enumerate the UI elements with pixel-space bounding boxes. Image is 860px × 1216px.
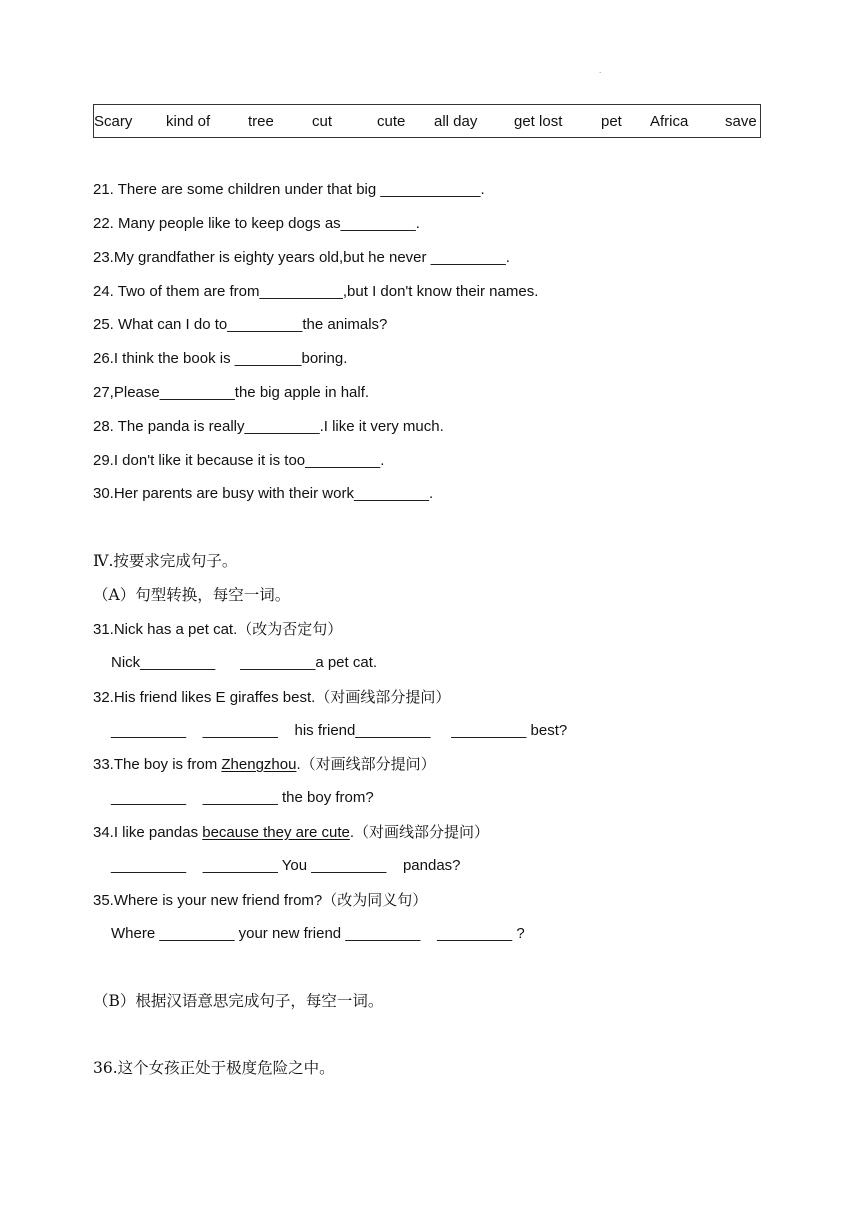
question-33-underlined: Zhengzhou	[221, 756, 297, 773]
word-bank-item: kind of	[166, 113, 211, 130]
word-bank-item: Africa	[650, 113, 689, 130]
question-35	[93, 890, 427, 911]
word-bank-item: get lost	[514, 113, 563, 130]
question-34-suffix: .	[349, 824, 355, 841]
question-31	[93, 619, 342, 640]
question-24: 24. Two of them are from__________,but I don't know their names.	[93, 283, 539, 300]
question-33-note: （对画线部分提问）	[300, 755, 436, 773]
question-23: 23.My grandfather is eighty years old,but he never _________.	[93, 249, 510, 266]
question-31-note: （改为否定句）	[237, 620, 343, 638]
question-31-answer-line: Nick_________ _________a pet cat.	[111, 654, 378, 671]
word-bank-item: pet	[601, 113, 622, 130]
question-32-note: （对画线部分提问）	[315, 688, 451, 706]
word-bank-item: cute	[377, 113, 406, 130]
question-34-answer-line: _________ _________ You _________ pandas?	[111, 857, 461, 874]
question-33	[93, 754, 436, 775]
question-32-answer-line: _________ _________ his friend_________ _________ best?	[111, 722, 568, 739]
question-27: 27,Please_________the big apple in half.	[93, 384, 370, 401]
part-a-title: （A）句型转换，每空一词。	[93, 586, 291, 604]
word-bank-item: tree	[248, 113, 274, 130]
question-26: 26.I think the book is ________boring.	[93, 350, 348, 367]
question-33-prefix: 33.The boy is from	[93, 756, 222, 773]
question-34-underlined: because they are cute	[202, 824, 350, 841]
question-35-text: 35.Where is your new friend from?	[93, 892, 323, 909]
question-21: 21. There are some children under that big ____________.	[93, 181, 485, 198]
question-34-prefix: 34.I like pandas	[93, 824, 203, 841]
question-32-text: 32.His friend likes E giraffes best.	[93, 689, 316, 706]
part-b-title: （B）根据汉语意思完成句子，每空一词。	[93, 992, 384, 1010]
question-30: 30.Her parents are busy with their work_________.	[93, 485, 434, 502]
question-35-note: （改为同义句）	[322, 891, 428, 909]
question-34-note: （对画线部分提问）	[354, 823, 490, 841]
word-bank-box	[93, 104, 761, 138]
page-dot: .	[599, 66, 602, 75]
question-25: 25. What can I do to_________the animals?	[93, 316, 388, 333]
section-4-title: Ⅳ.按要求完成句子。	[93, 552, 238, 570]
question-34	[93, 822, 489, 843]
question-31-text: 31.Nick has a pet cat.	[93, 621, 238, 638]
word-bank-item: save	[725, 113, 757, 130]
question-33-suffix: .	[296, 756, 301, 773]
question-22: 22. Many people like to keep dogs as_________.	[93, 215, 420, 232]
question-33-answer-line: _________ _________ the boy from?	[111, 789, 374, 806]
question-32	[93, 687, 450, 708]
question-28: 28. The panda is really_________.I like it very much.	[93, 418, 444, 435]
question-36: 36.这个女孩正处于极度危险之中。	[93, 1059, 335, 1077]
question-29: 29.I don't like it because it is too_________.	[93, 452, 385, 469]
question-35-answer-line: Where _________ your new friend _________ _________ ?	[111, 925, 525, 942]
word-bank-item: Scary	[94, 113, 133, 130]
word-bank-item: cut	[312, 113, 333, 130]
word-bank-item: all day	[434, 113, 478, 130]
